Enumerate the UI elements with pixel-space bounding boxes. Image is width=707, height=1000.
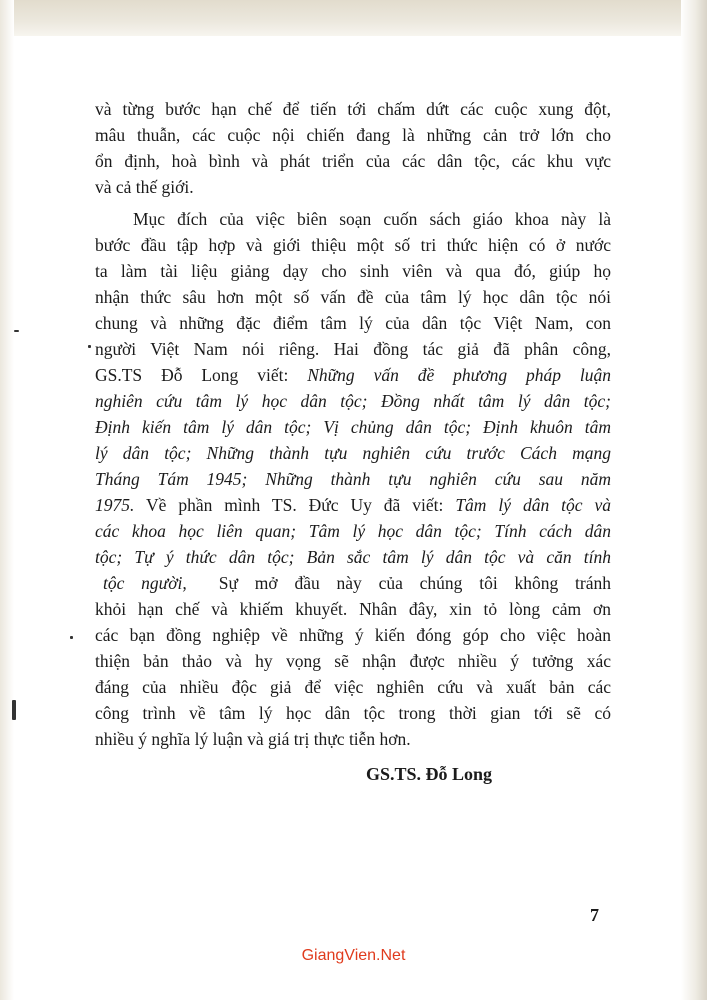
text-line: bước đầu tập hợp và giới thiệu một số tri thức hiện có ở nước [95,235,611,255]
text-line [95,440,611,466]
italic-text: tộc; Tự ý thức dân tộc; Bản sắc tâm lý dân tộc và căn tính [95,547,611,567]
watermark-text: GiangVien.Net [301,947,406,964]
italic-text: nghiên cứu tâm lý học dân tộc; Đồng nhất tâm lý dân tộc; [95,391,611,411]
text-line: người Việt Nam nói riêng. Hai đồng tác giả đã phân công, [95,339,611,359]
text-line: các bạn đồng nghiệp về những ý kiến đóng góp cho việc hoàn [95,625,611,645]
text-line: công trình về tâm lý học dân tộc trong thời gian tới sẽ có [95,703,611,723]
italic-text: Định kiến tâm lý dân tộc; Vị chủng dân tộc; Định khuôn tâm [95,417,611,437]
text-line: khỏi hạn chế và khiếm khuyết. Nhân đây, xin tỏ lòng cảm ơn [95,599,611,619]
italic-text: lý dân tộc; Những thành tựu nghiên cứu trước Cách mạng [95,443,611,463]
text-line: đáng của nhiều độc giả để việc nghiên cứu và xuất bản các [95,677,611,697]
text-line [95,544,611,570]
text-line [95,492,611,518]
text-line: thiện bản thảo và hy vọng sẽ nhận được nhiều ý tưởng xác [95,651,611,671]
text-line [103,570,611,596]
text-line: mâu thuẫn, các cuộc nội chiến đang là những cản trở lớn cho [95,125,611,145]
text-line: và từng bước hạn chế để tiến tới chấm dứt các cuộc xung đột, [95,99,611,119]
text-line: chung và những đặc điểm tâm lý của dân tộc Việt Nam, con [95,313,611,333]
italic-text: 1975. [95,495,135,515]
text-span: Sự mở đầu này của chúng tôi không tránh [218,573,611,593]
text-line [95,518,611,544]
text-line [95,414,611,440]
italic-text: Tâm lý dân tộc và [455,495,611,515]
italic-text: các khoa học liên quan; Tâm lý học dân tộc; Tính cách dân [95,521,611,541]
text-line: ta làm tài liệu giảng dạy cho sinh viên và qua đó, giúp họ [95,261,611,281]
page-number: 7 [590,905,599,925]
text-line: Mục đích của việc biên soạn cuốn sách giáo khoa này là [133,209,611,229]
author-signature: GS.TS. Đỗ Long [366,764,493,784]
italic-text: Những vấn đề phương pháp luận [307,365,611,385]
text-line [95,388,611,414]
text-line [95,466,611,492]
text-span: GS.TS Đỗ Long viết: [95,365,308,385]
text-span: Về phần mình TS. Đức Uy đã viết: [134,495,456,515]
italic-text: tộc người, [103,573,187,593]
text-line [95,362,611,388]
text-line: nhiều ý nghĩa lý luận và giá trị thực tiễn hơn. [95,729,411,749]
italic-text: Tháng Tám 1945; Những thành tựu nghiên cứu sau năm [95,469,611,489]
text-line: ổn định, hoà bình và phát triển của các dân tộc, các khu vực [95,151,611,171]
text-line: nhận thức sâu hơn một số vấn đề của tâm lý học dân tộc nói [95,287,611,307]
text-line: và cả thế giới. [95,177,194,197]
